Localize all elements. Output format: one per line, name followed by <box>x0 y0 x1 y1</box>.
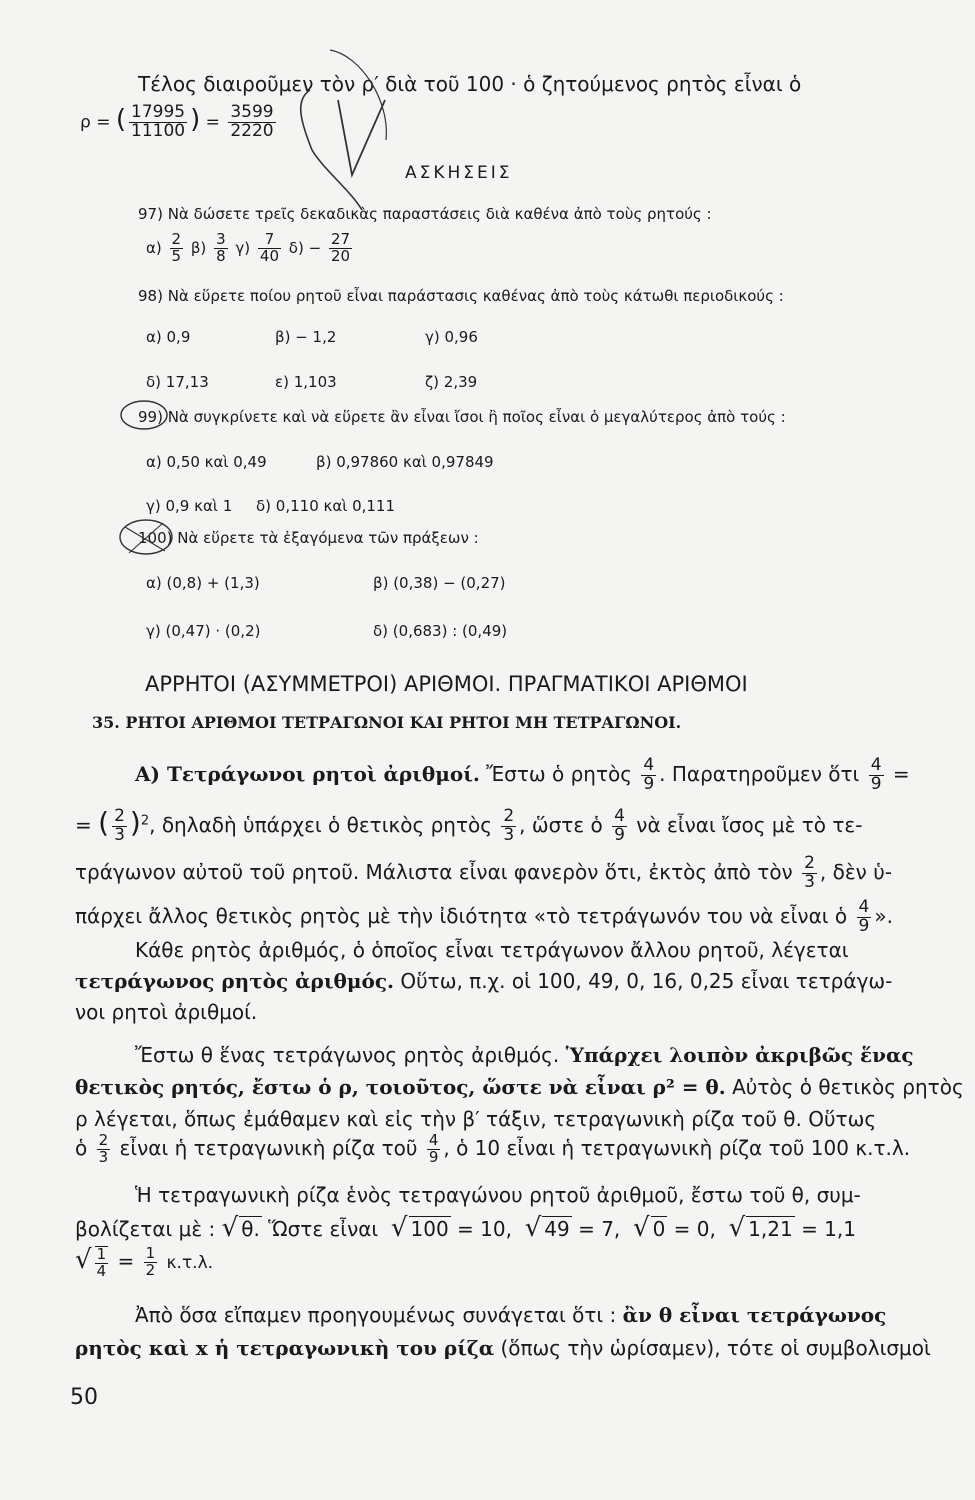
chapter-title: ΑΡΡΗΤΟΙ (ΑΣΥΜΜΕΤΡΟΙ) ΑΡΙΘΜΟΙ. ΠΡΑΓΜΑΤΙΚΟΙ ΑΡΙΘΜΟΙ <box>145 672 748 696</box>
exercise-97-text: 97) Νὰ δώσετε τρεῖς δεκαδικὰς παραστάσεις διὰ καθένα ἀπὸ τοὺς ρητούς : <box>138 205 712 223</box>
handwritten-check-mark <box>290 40 400 220</box>
paragraph-a-line3: τράγωνον αὐτοῦ τοῦ ρητοῦ. Μάλιστα εἶναι φανερὸν ὅτι, ἐκτὸς ἀπὸ τὸν $\frac{2}{3}$ , δὲν ὑ- <box>75 853 893 892</box>
exercise-98-a: α) 0,9 <box>146 328 191 346</box>
rho-equals: ρ = <box>80 112 111 133</box>
exercise-100-a: α) (0,8) + (1,3) <box>146 574 260 592</box>
exercise-97-items: α) $\frac{2}{5}$ β) $\frac{3}{8}$ γ) $\frac{7}{40}$ δ) − $\frac{27}{20}$ <box>146 230 351 265</box>
paragraph-c-line1: Ἔστω θ ἕνας τετράγωνος ρητὸς ἀριθμός. Ὑπάρχει λοιπὸν ἀκριβῶς ἕνας <box>135 1043 914 1067</box>
exercise-100-d: δ) (0,683) : (0,49) <box>373 622 508 640</box>
exercise-98-text: 98) Νὰ εὕρετε ποίου ρητοῦ εἶναι παράστασις καθένας ἀπὸ τοὺς κάτωθι περιοδικούς : <box>138 287 784 305</box>
paragraph-e-line1: Ἀπὸ ὅσα εἴπαμεν προηγουμένως συνάγεται ὅτι : ἂν θ εἶναι τετράγωνος <box>135 1303 887 1327</box>
handwritten-circle-100 <box>115 515 177 559</box>
fraction-17995-11100: $\frac{17995}{11100}$ <box>131 102 186 141</box>
paragraph-b-line3: νοι ρητοὶ ἀριθμοί. <box>75 1000 258 1024</box>
exercise-100-g: γ) (0,47) · (0,2) <box>146 622 261 640</box>
intro-text: Τέλος διαιροῦμεν τὸν ρ′ διὰ τοῦ 100 · ὁ ζητούμενος ρητὸς εἶναι ὁ <box>138 72 802 96</box>
exercises-heading: ΑΣΚΗΣΕΙΣ <box>405 163 513 183</box>
exercise-100-text: 100) Νὰ εὕρετε τὰ ἐξαγόμενα τῶν πράξεων : <box>138 529 479 547</box>
paragraph-c-line3: ρ λέγεται, ὅπως ἐμάθαμεν καὶ εἰς τὴν β′ τάξιν, τετραγωνικὴ ρίζα τοῦ θ. Οὕτως <box>75 1107 877 1131</box>
paragraph-a-line1: A) Τετράγωνοι ρητοὶ ἀριθμοί. Ἔστω ὁ ρητὸς $\frac{4}{9}$ . Παρατηροῦμεν ὅτι $\frac{4}{9}$ = <box>135 755 910 794</box>
exercise-98-d: δ) 17,13 <box>146 373 209 391</box>
paragraph-e-line2: ρητὸς καὶ x ἡ τετραγωνικὴ του ρίζα (ὅπως τὴν ὡρίσαμεν), τότε οἱ συμβολισμοὶ <box>75 1336 931 1360</box>
paragraph-d-line2: βολίζεται μὲ : √ θ. Ὥστε εἶναι √ 100 = 10, √ 49 = 7, √ 0 = 0, √ 1,21 = 1,1 <box>75 1213 856 1243</box>
equals-sign: = <box>205 112 220 133</box>
exercise-98-g: γ) 0,96 <box>425 328 478 346</box>
intro-formula: ρ = ( $\frac{17995}{11100}$ ) = $\frac{3599}{2220}$ <box>80 102 274 141</box>
exercise-99-text: 99) Νὰ συγκρίνετε καὶ νὰ εὕρετε ἂν εἶναι ἴσοι ἢ ποῖος εἶναι ὁ μεγαλύτερος ἀπὸ τούς : <box>138 408 786 426</box>
paragraph-a-line2: = ( $\frac{2}{3}$ )$^2$, δηλαδὴ ὑπάρχει ὁ θετικὸς ρητὸς $\frac{2}{3}$ , ὥστε ὁ $\frac{4}{9}$ νὰ εἶναι ἴσος μὲ τὸ τε- <box>75 806 863 845</box>
exercise-100-b: β) (0,38) − (0,27) <box>373 574 506 592</box>
paragraph-c-line4: ὁ $\frac{2}{3}$ εἶναι ἡ τετραγωνικὴ ρίζα τοῦ $\frac{4}{9}$ , ὁ 10 εἶναι ἡ τετραγωνικὴ ρίζα τοῦ 100 κ.τ.λ. <box>75 1131 911 1166</box>
paragraph-b-line2: τετράγωνος ρητὸς ἀριθμός. Οὕτω, π.χ. οἱ 100, 49, 0, 16, 0,25 εἶναι τετράγω- <box>75 969 893 993</box>
paragraph-a-line4: πάρχει ἄλλος θετικὸς ρητὸς μὲ τὴν ἰδιότητα «τὸ τετράγωνόν του νὰ εἶναι ὁ $\frac{4}{9}$ ». <box>75 897 893 936</box>
paragraph-d-line3: √ $\frac{1}{4}$ = $\frac{1}{2}$ κ.τ.λ. <box>75 1244 214 1280</box>
exercise-98-z: ζ) 2,39 <box>425 373 478 391</box>
exercise-98-e: ε) 1,103 <box>275 373 337 391</box>
section-subtitle: 35. ΡΗΤΟΙ ΑΡΙΘΜΟΙ ΤΕΤΡΑΓΩΝΟΙ ΚΑΙ ΡΗΤΟΙ ΜΗ ΤΕΤΡΑΓΩΝΟΙ. <box>92 713 682 732</box>
exercise-98-b: β) − 1,2 <box>275 328 337 346</box>
paragraph-b-line1: Κάθε ρητὸς ἀριθμός, ὁ ὁποῖος εἶναι τετράγωνον ἄλλου ρητοῦ, λέγεται <box>135 938 849 962</box>
exercise-99-g: γ) 0,9 καὶ 1 <box>146 497 233 515</box>
intro-line <box>138 72 801 96</box>
handwritten-circle-99 <box>118 398 170 432</box>
exercise-99-a: α) 0,50 καὶ 0,49 <box>146 453 267 471</box>
exercise-99-b: β) 0,97860 καὶ 0,97849 <box>316 453 494 471</box>
paragraph-c-line2: θετικὸς ρητός, ἔστω ὁ ρ, τοιοῦτος, ὥστε νὰ εἶναι ρ² = θ. Αὐτὸς ὁ θετικὸς ρητὸς <box>75 1075 964 1099</box>
paragraph-d-line1: Ἡ τετραγωνικὴ ρίζα ἑνὸς τετραγώνου ρητοῦ ἀριθμοῦ, ἔστω τοῦ θ, συμ- <box>135 1183 861 1207</box>
exercise-99-d: δ) 0,110 καὶ 0,111 <box>256 497 396 515</box>
fraction-3599-2220: $\frac{3599}{2220}$ <box>230 102 274 141</box>
page-number: 50 <box>70 1385 98 1410</box>
